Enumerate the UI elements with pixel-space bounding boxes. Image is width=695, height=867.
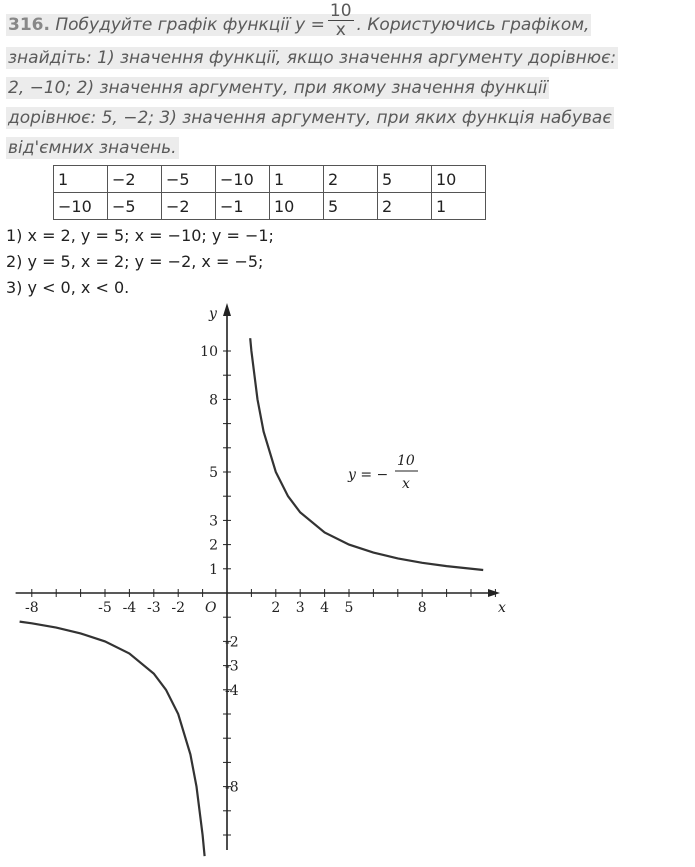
task-line-5: від'ємних значень. <box>8 138 177 158</box>
fraction-numerator: 10 <box>329 1 352 21</box>
table-cell: 1 <box>432 193 486 220</box>
legend-numerator: 10 <box>397 453 415 469</box>
y-tick-label: -2 <box>225 634 239 651</box>
answer-2: 2) y = 5, x = 2; y = −2, x = −5; <box>6 252 264 271</box>
x-tick-label: -5 <box>98 600 112 616</box>
x-tick-label: -2 <box>171 600 186 616</box>
table-cell: 2 <box>378 193 432 220</box>
branch-positive-curve <box>250 338 483 570</box>
y-tick-label: -8 <box>225 779 239 796</box>
y-tick-label: -3 <box>225 658 239 675</box>
table-cell: 2 <box>324 166 378 193</box>
y-tick-label: -4 <box>225 682 239 699</box>
table-cell: 1 <box>54 166 108 193</box>
y-axis-arrow <box>223 303 231 316</box>
x-tick-label: -8 <box>24 600 39 616</box>
legend-formula: y = − <box>348 467 389 483</box>
answer-3: 3) y < 0, x < 0. <box>6 278 130 297</box>
table-cell: 5 <box>378 166 432 193</box>
x-tick-label: 8 <box>417 600 427 616</box>
x-tick-label: 3 <box>295 600 305 616</box>
y-tick-label: 10 <box>200 344 218 360</box>
y-tick-label: 2 <box>209 537 218 554</box>
origin-label: O <box>205 600 217 616</box>
fraction-denominator: x <box>335 20 346 40</box>
y-axis-label: y <box>209 306 217 322</box>
answer-1: 1) x = 2, y = 5; x = −10; y = −1; <box>6 226 274 245</box>
x-tick-label: 5 <box>344 600 354 616</box>
task-line-2: знайдіть: 1) значення функції, якщо значення аргументу дорівнює: <box>8 48 617 68</box>
x-tick-label: -4 <box>122 600 137 616</box>
x-axis-arrow <box>488 589 500 597</box>
x-axis-label: x <box>498 600 506 616</box>
x-tick-label: -3 <box>146 600 161 616</box>
table-cell: −5 <box>162 166 216 193</box>
table-cell: 5 <box>324 193 378 220</box>
table-cell: −10 <box>216 166 270 193</box>
table-cell: 10 <box>270 193 324 220</box>
table-cell: −2 <box>108 166 162 193</box>
y-tick-label: 5 <box>209 465 218 481</box>
y-tick-label: 8 <box>209 392 218 409</box>
table-cell: 10 <box>432 166 486 193</box>
table-cell: −5 <box>108 193 162 220</box>
legend-denominator: x <box>402 476 410 492</box>
y-tick-label: 1 <box>209 561 218 578</box>
table-cell: −1 <box>216 193 270 220</box>
x-tick-label: 4 <box>320 600 330 616</box>
table-cell: −2 <box>162 193 216 220</box>
table-cell: −10 <box>54 193 108 220</box>
task-line-4: дорівнює: 5, −2; 3) значення аргументу, при яких функція набуває <box>8 108 612 128</box>
x-tick-label: 2 <box>271 600 281 616</box>
branch-negative-curve <box>20 622 205 857</box>
task-text-end: . Користуючись графіком, <box>356 14 590 35</box>
task-line-3: 2, −10; 2) значення аргументу, при якому значення функції <box>8 78 548 98</box>
table-cell: 1 <box>270 166 324 193</box>
task-number: 316. <box>8 14 50 35</box>
task-text-start: Побудуйте графік функції y = <box>55 14 325 35</box>
y-tick-label: 3 <box>209 513 218 530</box>
